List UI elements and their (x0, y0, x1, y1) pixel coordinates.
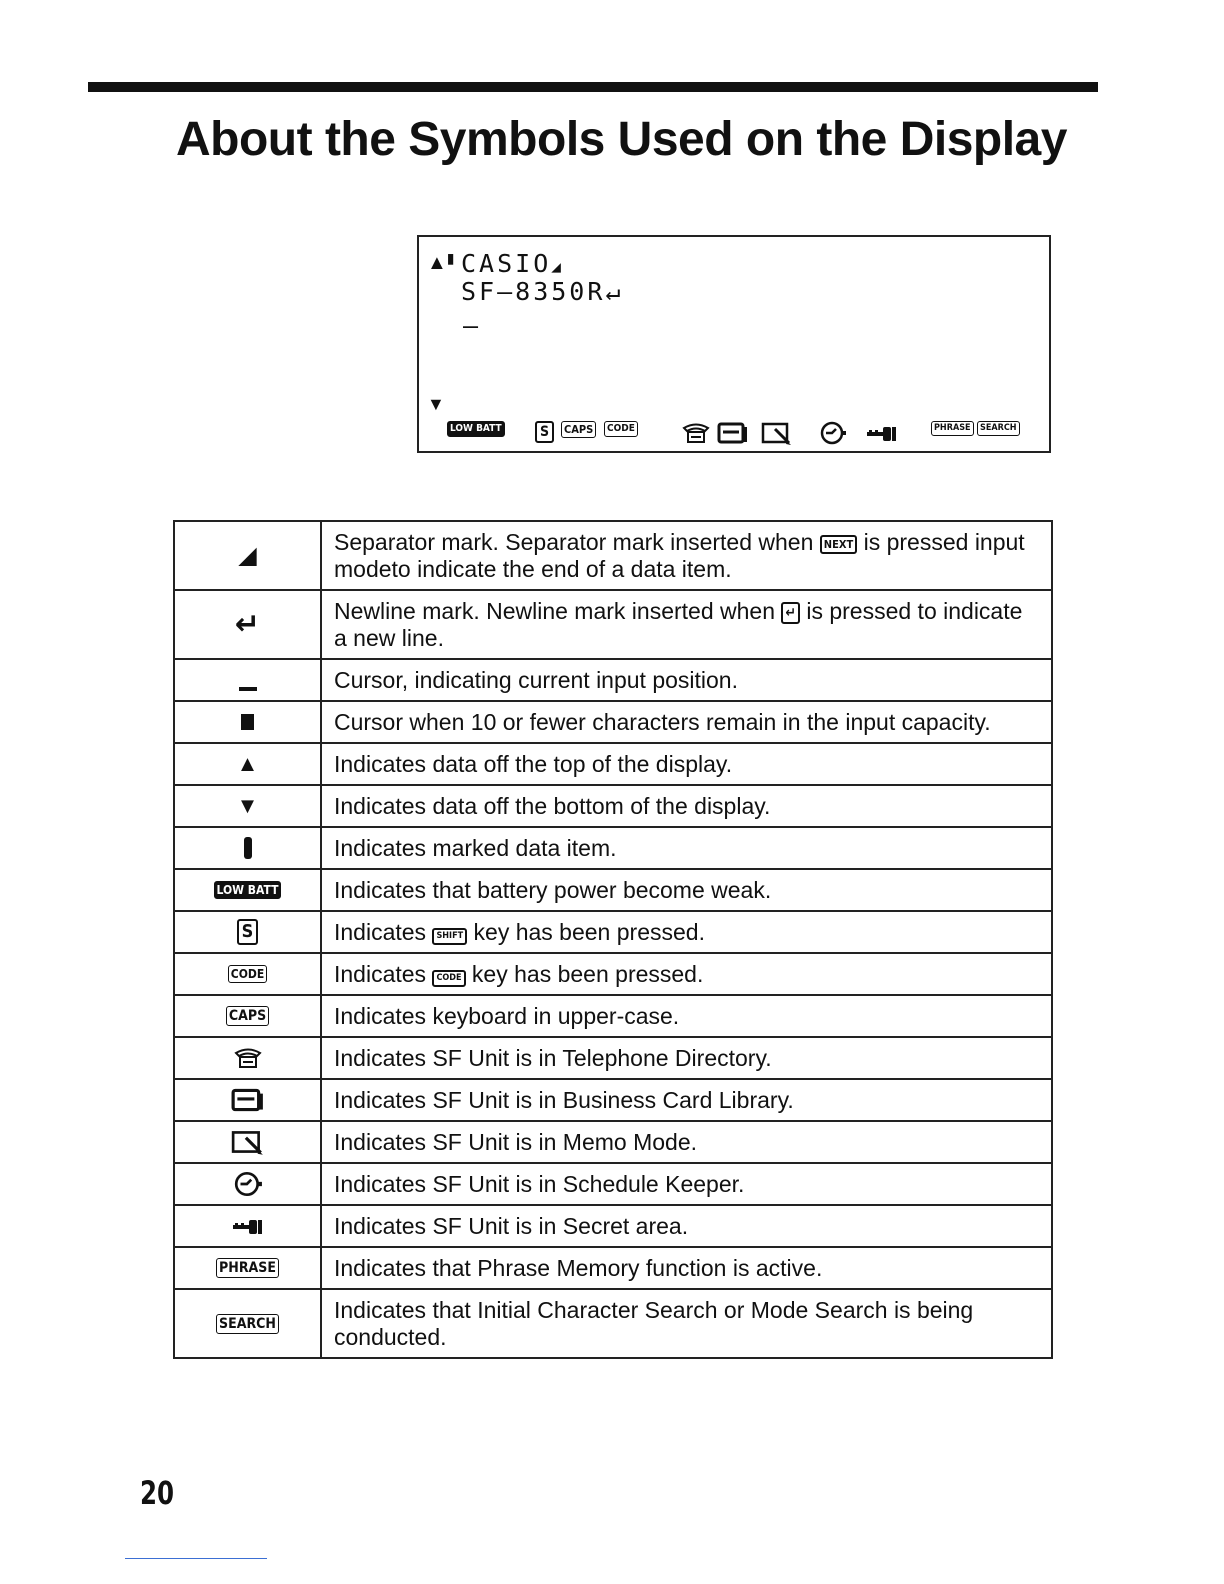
symbols-table (173, 520, 1053, 1359)
shift-indicator-icon: S (237, 919, 259, 945)
down-triangle-icon: ▼ (427, 394, 445, 414)
business-card-icon (231, 1091, 265, 1108)
shift-indicator-icon: S (535, 421, 554, 443)
page-number: 20 (140, 1474, 175, 1512)
table-row: CODE Indicates CODE key has been pressed. (174, 953, 1052, 995)
newline-mark-icon: ↵ (234, 607, 261, 641)
code-key-icon: CODE (432, 970, 465, 987)
bottom-rule (125, 1558, 267, 1559)
table-row: Cursor when 10 or fewer characters remain in the input capacity. (174, 701, 1052, 743)
lcd-line-2: SF–8350R↵ (461, 277, 624, 306)
lcd-cursor: – (463, 311, 482, 340)
table-row: Indicates SF Unit is in Memo Mode. (174, 1121, 1052, 1163)
table-row: Indicates SF Unit is in Telephone Directory. (174, 1037, 1052, 1079)
low-batt-icon: LOW BATT (447, 421, 505, 437)
down-triangle-icon: ▼ (236, 792, 259, 818)
business-card-icon (717, 421, 749, 450)
table-row: ◢ Separator mark. Separator mark inserted when NEXT is pressed input modeto indicate the end of a data item. (174, 521, 1052, 590)
code-indicator-icon: CODE (604, 421, 638, 437)
telephone-icon (681, 421, 711, 450)
table-row: LOW BATT Indicates that battery power become weak. (174, 869, 1052, 911)
table-row: Indicates SF Unit is in Secret area. (174, 1205, 1052, 1247)
enter-key-icon: ↵ (781, 602, 800, 624)
up-triangle-icon: ▲ (236, 750, 259, 776)
memo-icon (231, 1133, 265, 1150)
table-row: ↵ Newline mark. Newline mark inserted when ↵ is pressed to indicate a new line. (174, 590, 1052, 659)
clock-icon (819, 421, 847, 450)
table-row: Indicates SF Unit is in Schedule Keeper. (174, 1163, 1052, 1205)
table-row: Indicates SF Unit is in Business Card Library. (174, 1079, 1052, 1121)
table-row: CAPS Indicates keyboard in upper-case. (174, 995, 1052, 1037)
lcd-line-1: CASIO◢ (461, 249, 564, 278)
next-key-icon: NEXT (820, 535, 857, 554)
search-indicator-icon: SEARCH (977, 421, 1020, 436)
caps-indicator-icon: CAPS (561, 421, 596, 438)
separator-mark-icon: ◢ (238, 541, 257, 569)
clock-icon (233, 1175, 263, 1192)
telephone-icon (233, 1049, 263, 1066)
table-row: Indicates marked data item. (174, 827, 1052, 869)
phrase-indicator-icon: PHRASE (931, 421, 974, 436)
table-row: ▲ Indicates data off the top of the display. (174, 743, 1052, 785)
table-row: PHRASE Indicates that Phrase Memory function is active. (174, 1247, 1052, 1289)
caps-indicator-icon: CAPS (226, 1006, 269, 1026)
phrase-indicator-icon: PHRASE (216, 1258, 279, 1278)
separator-mark-icon: ◢ (551, 257, 564, 276)
newline-mark-icon: ↵ (605, 277, 624, 306)
top-rule (88, 82, 1098, 92)
key-secret-icon (865, 421, 899, 450)
lcd-status-bar (447, 421, 1017, 447)
memo-icon (761, 421, 793, 450)
table-row: S Indicates SHIFT key has been pressed. (174, 911, 1052, 953)
key-secret-icon (230, 1217, 266, 1234)
shift-key-icon: SHIFT (432, 928, 467, 945)
lcd-display (417, 235, 1051, 453)
table-row: ▼ Indicates data off the bottom of the display. (174, 785, 1052, 827)
block-cursor-icon (241, 714, 254, 730)
page-title: About the Symbols Used on the Display (176, 113, 1067, 166)
mark-bar-icon (244, 837, 252, 859)
low-batt-icon: LOW BATT (214, 881, 282, 899)
up-triangle-icon: ▲▮ (427, 250, 455, 274)
table-row: Cursor, indicating current input position. (174, 659, 1052, 701)
table-row: SEARCH Indicates that Initial Character Search or Mode Search is being conducted. (174, 1289, 1052, 1358)
search-indicator-icon: SEARCH (216, 1314, 279, 1334)
code-indicator-icon: CODE (228, 965, 267, 983)
cursor-icon (239, 687, 257, 691)
